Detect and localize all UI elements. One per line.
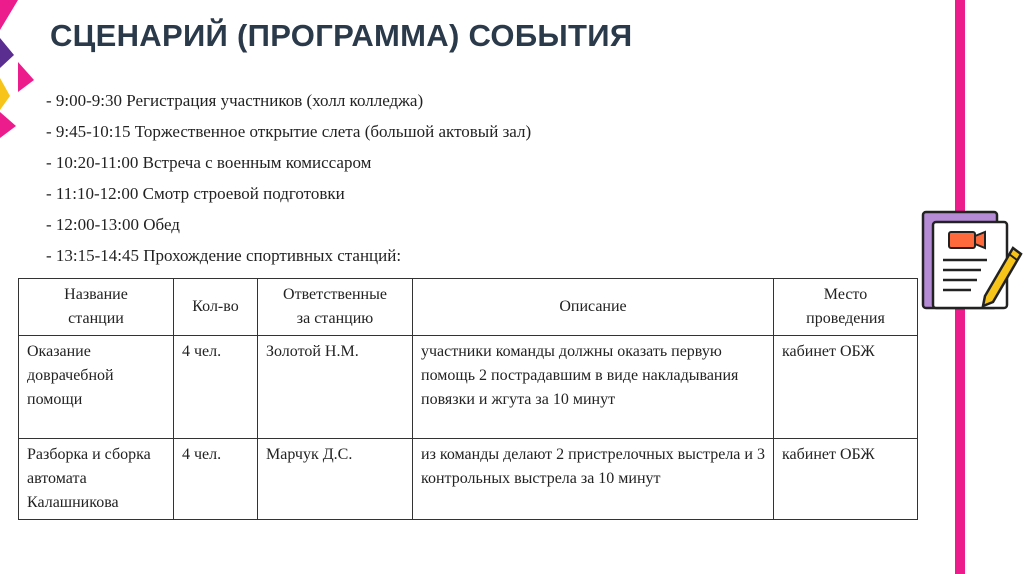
table-row [19, 439, 918, 520]
header-responsible: Ответственные за станцию [258, 279, 413, 336]
schedule-item: - 12:00-13:00 Обед [46, 215, 180, 234]
schedule-item: - 9:00-9:30 Регистрация участников (холл колледжа) [46, 91, 424, 110]
schedule-list [46, 88, 531, 274]
cell-location: кабинет ОБЖ [774, 336, 918, 439]
header-count: Кол-во [174, 279, 258, 336]
table-header-row [19, 279, 918, 336]
schedule-item: - 13:15-14:45 Прохождение спортивных станций: [46, 246, 402, 265]
schedule-item: - 11:10-12:00 Смотр строевой подготовки [46, 184, 345, 203]
cell-location: кабинет ОБЖ [774, 439, 918, 520]
cell-count: 4 чел. [174, 439, 258, 520]
stations-table [18, 278, 918, 520]
header-station-name: Название станции [19, 279, 174, 336]
cell-description: участники команды должны оказать первую помощь 2 пострадавшим в виде накладывания повязки и жгута за 10 минут [413, 336, 774, 439]
cell-station-name: Разборка и сборка автомата Калашникова [19, 439, 174, 520]
cell-count: 4 чел. [174, 336, 258, 439]
table-row [19, 336, 918, 439]
cell-responsible: Золотой Н.М. [258, 336, 413, 439]
schedule-item: - 9:45-10:15 Торжественное открытие слета (большой актовый зал) [46, 122, 532, 141]
page-title: СЦЕНАРИЙ (ПРОГРАММА) СОБЫТИЯ [50, 18, 633, 53]
header-location: Место проведения [774, 279, 918, 336]
schedule-item: - 10:20-11:00 Встреча с военным комиссаром [46, 153, 372, 172]
document-pencil-icon [915, 208, 1024, 318]
header-description: Описание [413, 279, 774, 336]
cell-responsible: Марчук Д.С. [258, 439, 413, 520]
cell-description: из команды делают 2 пристрелочных выстрела и 3 контрольных выстрела за 10 минут [413, 439, 774, 520]
cell-station-name: Оказание доврачебной помощи [19, 336, 174, 439]
